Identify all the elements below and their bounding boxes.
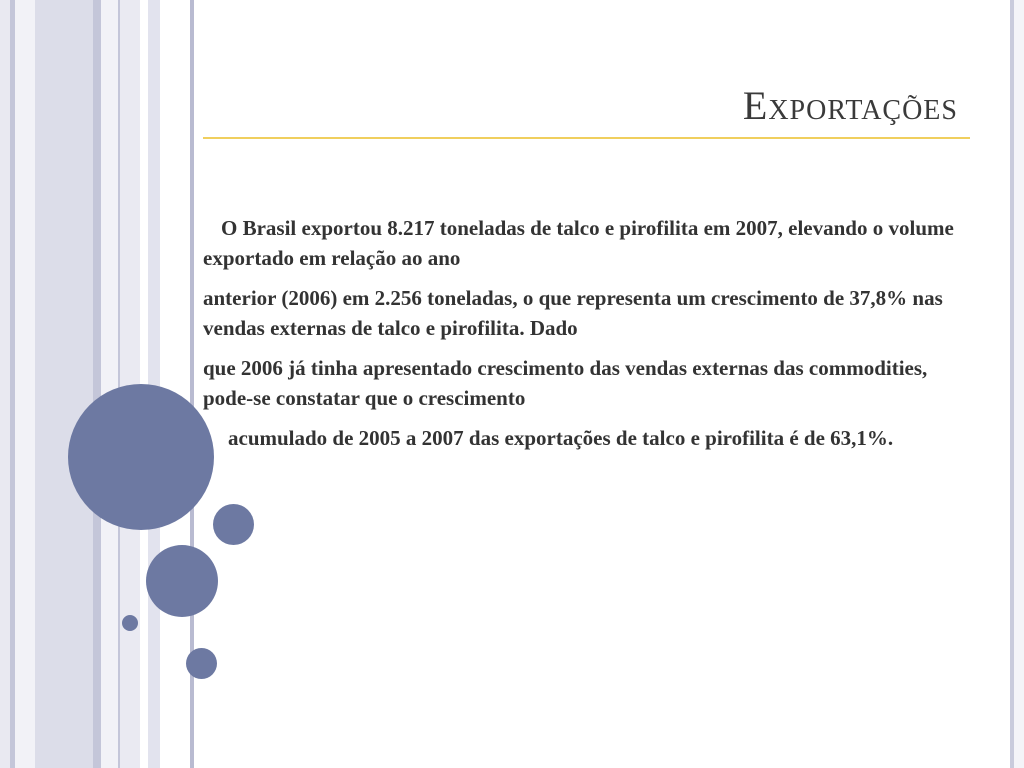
slide-title: Exportações (742, 83, 958, 128)
body-paragraph: acumulado de 2005 a 2007 das exportações de talco e pirofilita é de 63,1%. (228, 426, 894, 450)
decorative-stripe (35, 0, 93, 768)
slide-body (203, 213, 973, 463)
body-paragraph: O Brasil exportou 8.217 toneladas de talco e pirofilita em 2007, elevando o volume exportado em relação ao ano (203, 216, 954, 270)
decorative-stripe (93, 0, 101, 768)
decorative-stripe (160, 0, 190, 768)
body-paragraph: anterior (2006) em 2.256 toneladas, o que representa um crescimento de 37,8% nas vendas externas de talco e pirofilita. Dado (203, 286, 943, 340)
decorative-circle-medium (146, 545, 218, 617)
title-underline (203, 137, 970, 139)
decorative-stripe (15, 0, 35, 768)
body-paragraph: que 2006 já tinha apresentado crescimento das vendas externas das commodities, pode-se constatar que o crescimento (203, 356, 928, 410)
decorative-stripe (0, 0, 10, 768)
decorative-circle-small (213, 504, 254, 545)
decorative-stripe (1014, 0, 1024, 768)
decorative-stripe (1010, 0, 1014, 768)
decorative-stripe (101, 0, 118, 768)
decorative-circle-small (186, 648, 217, 679)
decorative-circle-tiny (122, 615, 138, 631)
decorative-circle-large (68, 384, 214, 530)
